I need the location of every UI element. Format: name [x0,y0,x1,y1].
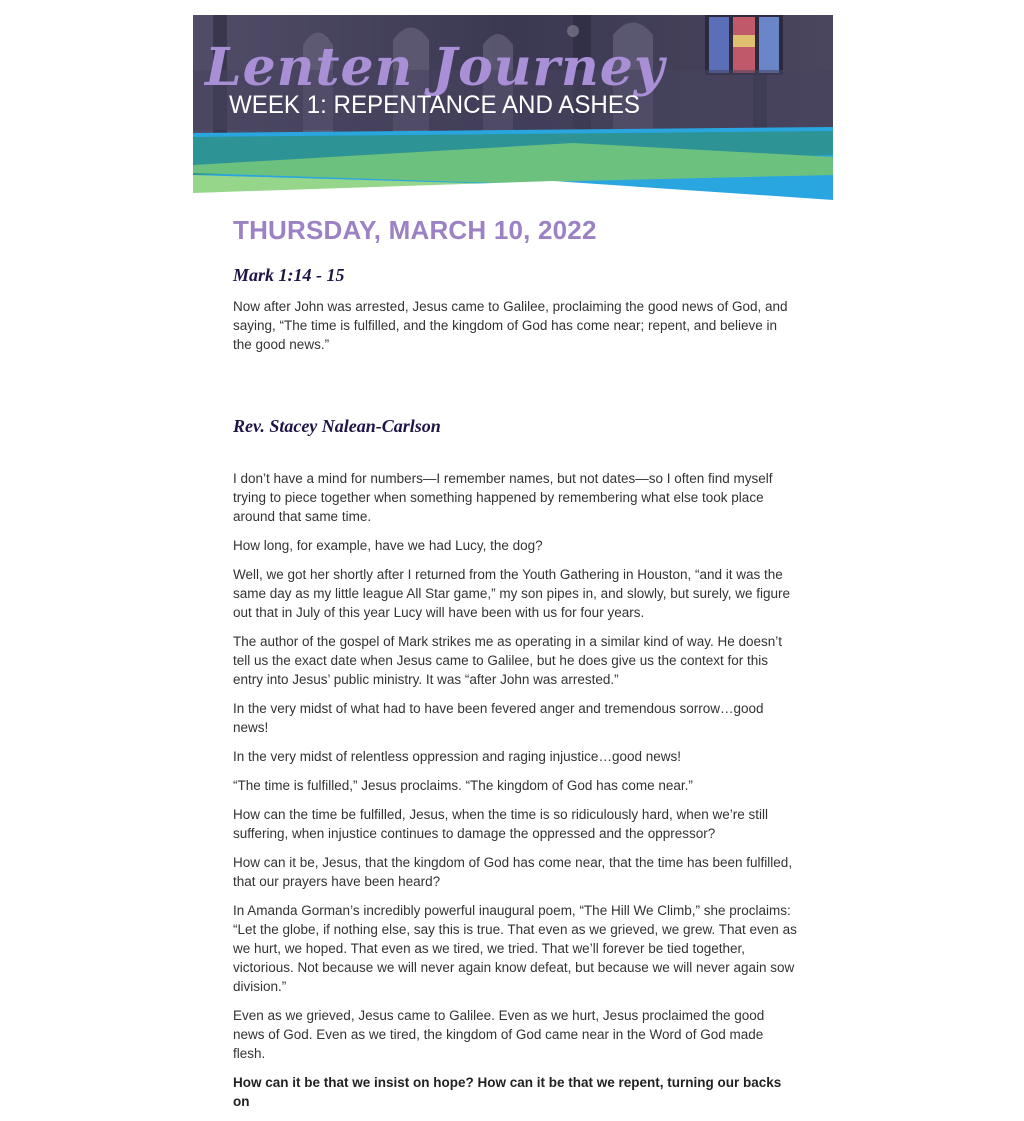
banner-subtitle: WEEK 1: REPENTANCE AND ASHES [229,91,640,119]
reflection-paragraph: In Amanda Gorman’s incredibly powerful inaugural poem, “The Hill We Climb,” she proclaims: “Let the globe, if nothing else, say this is true. That even as we grieved, we grew. That even as we hurt, we hoped. That even as we tired, we tried. That we’ll forever be tied together, victorious. Not because we will never again know defeat, but because we will never again sow division.” [233,903,797,994]
reflection-paragraph: “The time is fulfilled,” Jesus proclaims. “The kingdom of God has come near.” [233,778,693,793]
reflection-paragraph: Even as we grieved, Jesus came to Galilee. Even as we hurt, Jesus proclaimed the good news of God. Even as we tired, the kingdom of God came near in the Word of God made flesh. [233,1008,765,1061]
devotional-content [233,210,798,1121]
reflection-paragraph: Well, we got her shortly after I returned from the Youth Gathering in Houston, “and it was the same day as my little league All Star game,” my son pipes in, and slowly, but surely, we figure out that in July of this year Lucy will have been with us for four years. [233,567,791,620]
reflection-paragraph: How long, for example, have we had Lucy, the dog? [233,538,543,553]
reflection-paragraph: In the very midst of relentless oppression and raging injustice…good news! [233,749,681,764]
reflection-paragraph: How can it be, Jesus, that the kingdom of God has come near, that the time has been fulfilled, that our prayers have been heard? [233,855,793,889]
lenten-journey-banner [193,15,833,200]
scripture-reference: Mark 1:14 - 15 [233,265,345,285]
date-heading: THURSDAY, MARCH 10, 2022 [233,215,597,245]
reflection-paragraph: The author of the gospel of Mark strikes me as operating in a similar kind of way. He doesn’t tell us the exact date when Jesus came to Galilee, but he does give us the context for this entry into Jesus’ public ministry. It was “after John was arrested.” [233,634,783,687]
stained-glass-window-icon [705,15,783,75]
reflection-paragraph: In the very midst of what had to have been fevered anger and tremendous sorrow…good news! [233,701,764,735]
reflection-paragraph: How can the time be fulfilled, Jesus, when the time is so ridiculously hard, when we’re still suffering, when injustice continues to damage the oppressed and the oppressor? [233,807,768,841]
reflection-paragraph: I don’t have a mind for numbers—I remember names, but not dates—so I often find myself trying to piece together when something happened by remembering what else took place around that same time. [233,471,773,524]
scripture-text: Now after John was arrested, Jesus came to Galilee, proclaiming the good news of God, and saying, “The time is fulfilled, and the kingdom of God has come near; repent, and believe in the good news.” [233,299,788,352]
reflection-paragraph-bold: How can it be that we insist on hope? How can it be that we repent, turning our backs on [233,1075,782,1109]
reflection-body [233,469,798,1111]
author-name: Rev. Stacey Nalean-Carlson [233,416,441,436]
banner-script-title: Lenten Journey [205,37,666,98]
